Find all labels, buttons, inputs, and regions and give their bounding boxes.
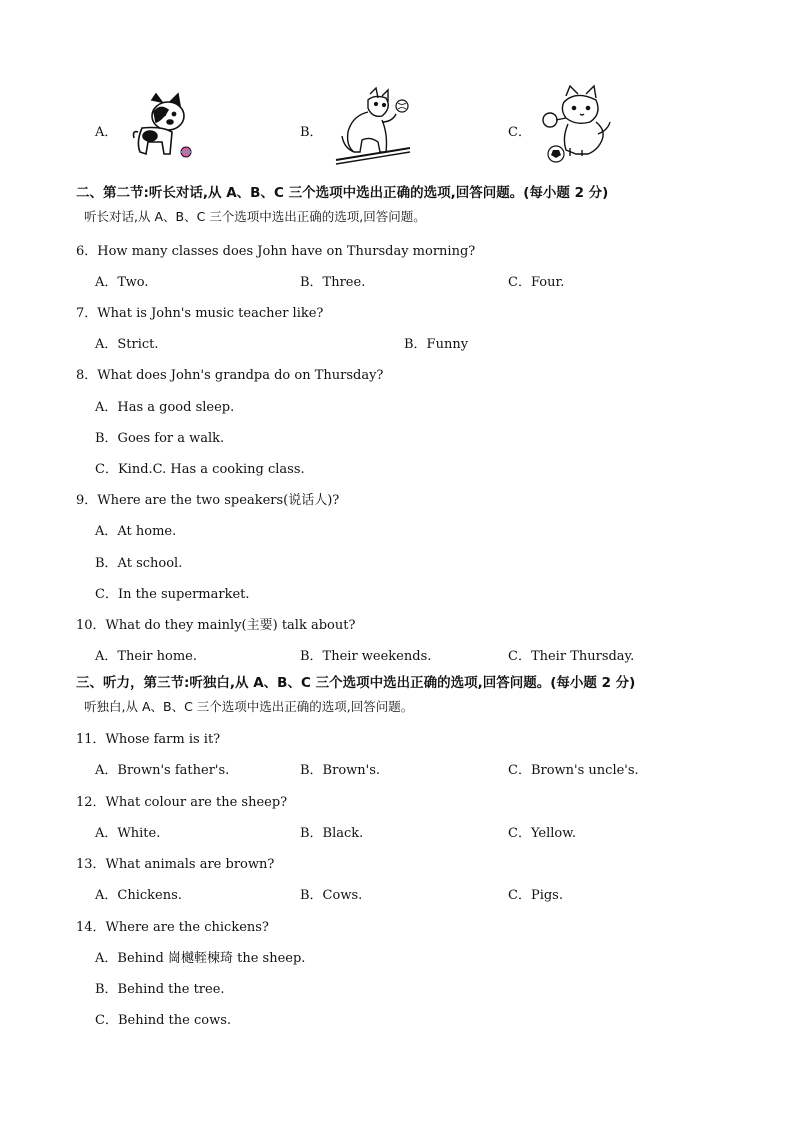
question-13-option-a[interactable]: A．Chickens.	[95, 888, 182, 903]
question-7-option-b[interactable]: B．Funny	[404, 337, 469, 352]
question-8-option-a[interactable]: A．Has a good sleep.	[95, 400, 235, 415]
question-11-option-a[interactable]: A．Brown's father's.	[95, 763, 230, 778]
question-12-text: 12．What colour are the sheep?	[76, 795, 288, 810]
question-8-option-b[interactable]: B．Goes for a walk.	[95, 431, 225, 446]
question-6-option-c[interactable]: C．Four.	[508, 275, 565, 290]
question-14-text: 14．Where are the chickens?	[76, 920, 269, 935]
picture-option-c-label: C．	[508, 125, 531, 140]
question-9-option-c[interactable]: C．In the supermarket.	[95, 587, 250, 602]
question-10-option-a[interactable]: A．Their home.	[95, 649, 197, 664]
picture-option-b-label: B．	[300, 125, 323, 140]
dog-with-ball-icon	[122, 92, 200, 164]
picture-option-a-label: A．	[95, 125, 118, 140]
section-2-instruction: 听长对话,从 A、B、C 三个选项中选出正确的选项,回答问题。	[84, 209, 426, 224]
question-14-option-a[interactable]: A．Behind 崗樾輊楝琦 the sheep.	[95, 951, 306, 966]
question-13-text: 13．What animals are brown?	[76, 857, 275, 872]
cat-playing-ball-icon	[330, 86, 414, 166]
section-3-heading: 三、听力，第三节:听独白,从 A、B、C 三个选项中选出正确的选项,回答问题。(每小题 2 分)	[76, 675, 636, 691]
question-11-option-b[interactable]: B．Brown's.	[300, 763, 381, 778]
question-13-option-b[interactable]: B．Cows.	[300, 888, 363, 903]
question-6-option-b[interactable]: B．Three.	[300, 275, 366, 290]
question-14-option-c[interactable]: C．Behind the cows.	[95, 1013, 232, 1028]
question-12-option-a[interactable]: A．White.	[95, 826, 161, 841]
question-9-text: 9．Where are the two speakers(说话人)?	[76, 493, 340, 508]
question-13-option-c[interactable]: C．Pigs.	[508, 888, 563, 903]
question-11-text: 11．Whose farm is it?	[76, 732, 221, 747]
question-10-option-b[interactable]: B．Their weekends.	[300, 649, 432, 664]
question-7-text: 7．What is John's music teacher like?	[76, 306, 324, 321]
question-10-option-c[interactable]: C．Their Thursday.	[508, 649, 635, 664]
question-10-text: 10．What do they mainly(主要) talk about?	[76, 618, 356, 633]
section-3-instruction: 听独白,从 A、B、C 三个选项中选出正确的选项,回答问题。	[84, 699, 414, 714]
section-2-heading: 二、第二节:听长对话,从 A、B、C 三个选项中选出正确的选项,回答问题。(每小题 2 分)	[76, 185, 609, 201]
question-6-text: 6．How many classes does John have on Thursday morning?	[76, 244, 476, 259]
question-14-option-b[interactable]: B．Behind the tree.	[95, 982, 225, 997]
question-8-option-c[interactable]: C．Kind.C. Has a cooking class.	[95, 462, 305, 477]
puppy-with-soccer-ball-icon	[536, 84, 616, 166]
question-9-option-a[interactable]: A．At home.	[95, 524, 177, 539]
question-11-option-c[interactable]: C．Brown's uncle's.	[508, 763, 639, 778]
question-8-text: 8．What does John's grandpa do on Thursday?	[76, 368, 384, 383]
question-6-option-a[interactable]: A．Two.	[95, 275, 149, 290]
question-9-option-b[interactable]: B．At school.	[95, 556, 183, 571]
question-12-option-b[interactable]: B．Black.	[300, 826, 364, 841]
question-7-option-a[interactable]: A．Strict.	[95, 337, 159, 352]
question-12-option-c[interactable]: C．Yellow.	[508, 826, 576, 841]
